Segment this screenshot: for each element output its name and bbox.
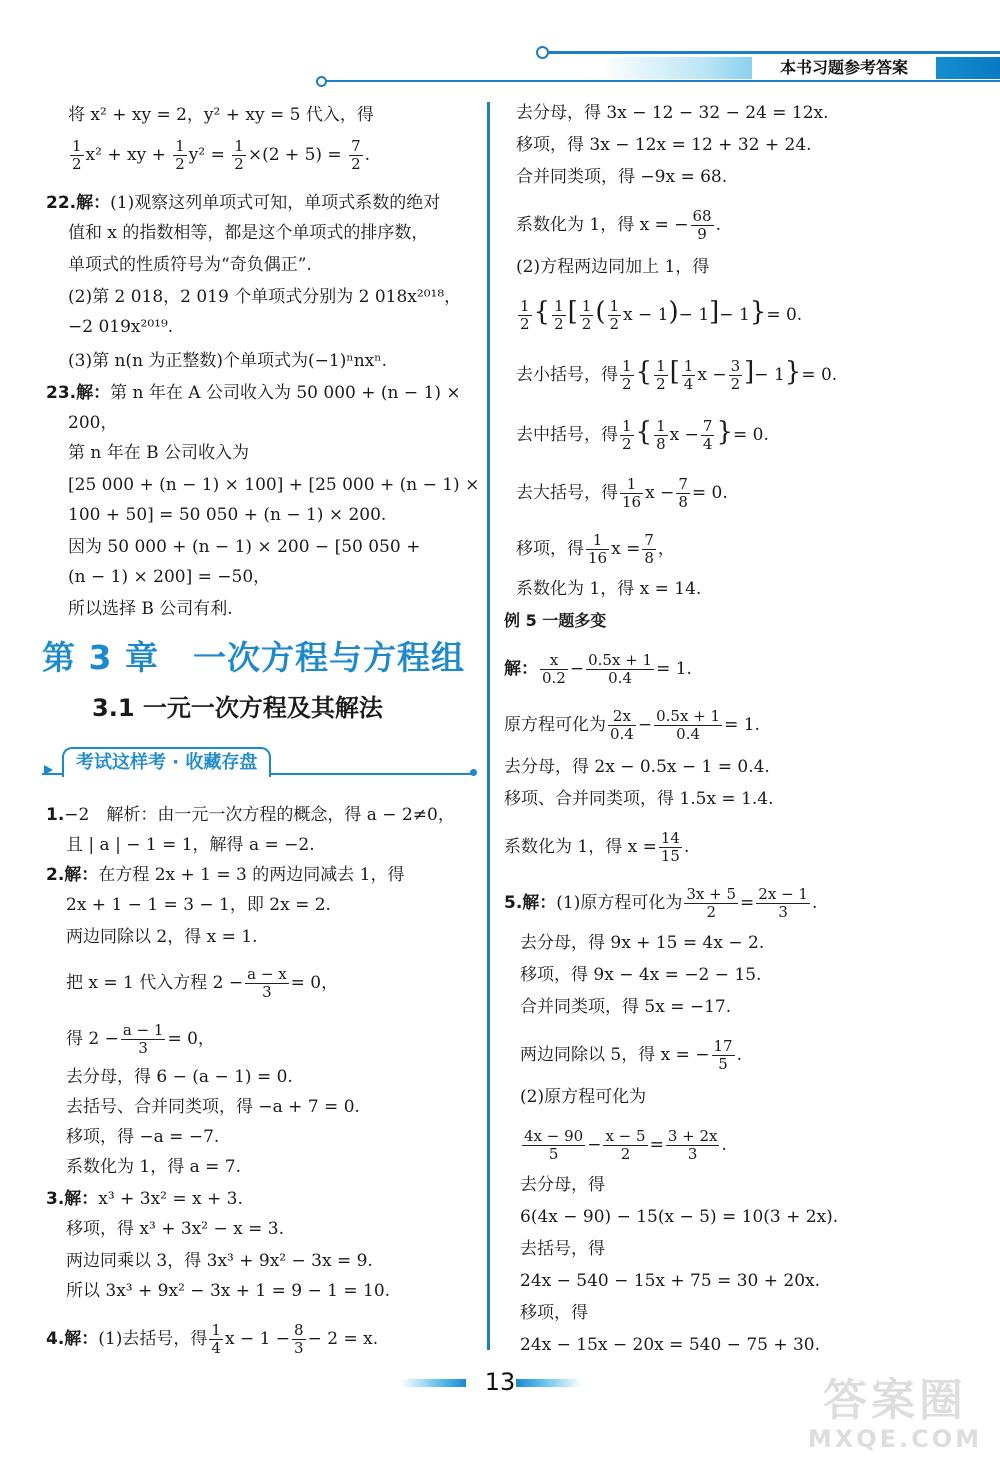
text-line: 24x − 15x − 20x = 540 − 75 + 30. [520,1335,821,1355]
header-rule-dot [536,46,549,59]
text-line: 合并同类项，得 −9x = 68. [516,167,728,187]
fraction: $\frac{1}{2}$ [581,297,592,333]
fraction: $\frac{68}{9}$ [692,207,712,243]
fraction: $\frac{a - x}{3}$ [247,965,287,1001]
text-line: 系数化为 1，得 x = 14. [516,579,702,599]
equation-line: 原方程可化为 $\frac{2x}{0.4}$ − $\frac{0.5x + 1}{0.4}$ = 1. [504,707,760,743]
fraction: $\frac{1}{4}$ [683,357,694,393]
text-line: 系数化为 1，得 a = 7. [66,1157,242,1177]
text-line: 且 | a | − 1 = 1，解得 a = −2. [66,835,315,855]
text-line: 所以选择 B 公司有利. [68,599,233,619]
equation-line: $\frac{4x - 90}{5}$ − $\frac{x - 5}{2}$ = $\frac{3 + 2x}{3}$ . [524,1127,727,1163]
column-divider [487,102,490,1350]
chapter-title: 第 3 章 一次方程与方程组 [42,638,465,677]
header-rule [540,51,1000,54]
question-number: 22.解： [46,193,111,213]
fraction: $\frac{1}{2}$ [622,357,632,393]
question-number: 1. [46,805,65,825]
text-line: 所以 3x³ + 9x² − 3x + 1 = 9 − 1 = 10. [66,1281,391,1301]
fraction: $\frac{1}{2}$ [609,297,620,333]
text-line: 移项，得 −a = −7. [66,1127,220,1147]
text-line: 200， [68,413,118,433]
question-number: 5.解： [504,893,557,913]
text-line: (n − 1) × 200] = −50， [68,567,271,587]
fraction: $\frac{1}{16}$ [622,475,642,511]
fraction: $\frac{0.5x + 1}{0.4}$ [656,707,721,743]
fraction: $\frac{1}{2}$ [175,137,185,173]
fraction: $\frac{1}{16}$ [588,531,608,567]
fraction: $\frac{1}{8}$ [656,417,666,453]
fraction: $\frac{7}{4}$ [702,417,713,453]
banner-arrow-icon [44,765,53,775]
text-line: 第 n 年在 B 公司收入为 [68,443,250,463]
header-underline-dot [316,76,327,87]
answer-5: 5.解：(1)原方程可化为 $\frac{3x + 5}{2}$ = $\frac{2x - 1}{3}$ . [504,885,818,921]
header-underline [320,80,1000,82]
page-number: 13 [484,1368,516,1396]
fraction: $\frac{8}{3}$ [294,1321,304,1357]
fraction: $\frac{1}{2}$ [656,357,666,393]
fraction: $\frac{1}{4}$ [211,1321,221,1357]
question-number: 2.解： [46,865,99,885]
equation-line: $\frac{1}{2}$ { $\frac{1}{2}$ [ $\frac{1}{2}$ ( $\frac{1}{2}$ x − 1)− 1]− 1}= 0. [520,297,803,333]
fraction: $\frac{7}{8}$ [644,531,654,567]
text-line: 24x − 540 − 15x + 75 = 30 + 20x. [520,1271,821,1291]
answer-2: 2.解：在方程 2x + 1 = 3 的两边同减去 1，得 [46,865,405,885]
text-line: [25 000 + (n − 1) × 100] + [25 000 + (n − 1) × [68,475,480,495]
page-number-bar-left [400,1379,466,1387]
fraction: $\frac{1}{2}$ [554,297,564,333]
text-line: 6(4x − 90) − 15(x − 5) = 10(3 + 2x). [520,1207,839,1227]
equation-line: 解： $\frac{x}{0.2}$ − $\frac{0.5x + 1}{0.4}$ = 1. [504,651,692,687]
text-line: 去括号、合并同类项，得 −a + 7 = 0. [66,1097,360,1117]
answer-23: 23.解：第 n 年在 A 公司收入为 50 000 + (n − 1) × [46,383,461,403]
text-line: 移项，得 9x − 4x = −2 − 15. [520,965,762,985]
text-line: 100 + 50] = 50 050 + (n − 1) × 200. [68,505,387,525]
text-line: 移项，得 x³ + 3x² − x = 3. [66,1219,284,1239]
fraction: $\frac{a - 1}{3}$ [122,1021,164,1057]
fraction: $\frac{3 + 2x}{3}$ [667,1127,718,1163]
text-line: (2)原方程可化为 [520,1087,647,1107]
fraction: $\frac{x}{0.2}$ [542,651,566,687]
fraction: $\frac{x - 5}{2}$ [605,1127,646,1163]
text-line: 合并同类项，得 5x = −17. [520,997,732,1017]
text-line: (2)方程两边同加上 1，得 [516,257,710,277]
text-line: 去括号，得 [520,1239,605,1259]
equation-line: 两边同除以 5，得 x = − $\frac{17}{5}$ . [520,1037,743,1073]
fraction: $\frac{1}{2}$ [72,137,82,173]
example-label: 例 5 一题多变 [504,611,607,630]
fraction: $\frac{2x}{0.4}$ [610,707,634,743]
text-line: 去分母，得 [520,1175,605,1195]
fraction: $\frac{7}{2}$ [351,137,361,173]
equation-line: 去大括号，得 $\frac{1}{16}$ x − $\frac{7}{8}$ = 0. [516,475,728,511]
equation-line: $\frac{1}{2}$ x² + xy + $\frac{1}{2}$ y² = $\frac{1}{2}$ ×(2 + 5) = $\frac{7}{2}$ . [72,137,371,173]
text-line: 值和 x 的指数相等，都是这个单项式的排序数， [68,223,429,243]
text-line: 去分母，得 6 − (a − 1) = 0. [66,1067,293,1087]
text-line: 移项、合并同类项，得 1.5x = 1.4. [504,789,774,809]
text-line: 移项，得 3x − 12x = 12 + 32 + 24. [516,135,812,155]
equation-line: 移项，得 $\frac{1}{16}$ x = $\frac{7}{8}$ ， [516,531,675,567]
text-line: 去分母，得 3x − 12 − 32 − 24 = 12x. [516,103,829,123]
question-number: 3.解： [46,1189,99,1209]
text-line: (2)第 2 018，2 019 个单项式分别为 2 018x²⁰¹⁸， [68,287,462,307]
fraction: $\frac{2x - 1}{3}$ [758,885,808,921]
equation-line: 系数化为 1，得 x = $\frac{14}{15}$ . [504,829,690,865]
header-title: 本书习题参考答案 [752,56,936,80]
text-line: 单项式的性质符号为“奇负偶正”. [68,255,312,275]
equation-line: 得 2 − $\frac{a - 1}{3}$ = 0， [66,1021,215,1057]
fraction: $\frac{14}{15}$ [660,829,680,865]
text-line: 2x + 1 − 1 = 3 − 1，即 2x = 2. [66,895,331,915]
fraction: $\frac{3}{2}$ [730,357,741,393]
question-number: 23.解： [46,383,111,403]
fraction: $\frac{7}{8}$ [678,475,688,511]
equation-line: 去中括号，得 $\frac{1}{2}$ { $\frac{1}{8}$ x − $\frac{7}{4}$ }= 0. [516,417,769,453]
answer-1: 1.−2 解析：由一元一次方程的概念，得 a − 2≠0， [46,805,455,825]
fraction: $\frac{4x - 90}{5}$ [524,1127,584,1163]
text-line: 因为 50 000 + (n − 1) × 200 − [50 050 + [68,537,421,557]
equation-line: 去小括号，得 $\frac{1}{2}$ { $\frac{1}{2}$ [ $\frac{1}{4}$ x − $\frac{3}{2}$ ]− 1}= 0. [516,357,838,393]
text-line: 两边同除以 2，得 x = 1. [66,927,258,947]
text-line: −2 019x²⁰¹⁹. [68,317,174,337]
text-line: (3)第 n(n 为正整数)个单项式为(−1)ⁿnxⁿ. [68,351,388,371]
answer-4: 4.解：(1)去括号，得 $\frac{1}{4}$ x − 1 − $\frac{8}{3}$ − 2 = x. [46,1321,379,1357]
fraction: $\frac{3x + 5}{2}$ [686,885,737,921]
fraction: $\frac{1}{2}$ [234,137,244,173]
text-line: 两边同乘以 3，得 3x³ + 9x² − 3x = 9. [66,1251,373,1271]
text-line: 去分母，得 2x − 0.5x − 1 = 0.4. [504,757,770,777]
fraction: $\frac{1}{2}$ [520,297,530,333]
fraction: $\frac{0.5x + 1}{0.4}$ [588,651,653,687]
equation-line: 把 x = 1 代入方程 2 − $\frac{a - x}{3}$ = 0， [66,965,339,1001]
text-line: 将 x² + xy = 2，y² + xy = 5 代入，得 [68,105,374,125]
text-line: 移项，得 [520,1303,588,1323]
answer-3: 3.解：x³ + 3x² = x + 3. [46,1189,243,1209]
answer-22: 22.解：(1)观察这列单项式可知，单项式系数的绝对 [46,193,441,213]
fraction: $\frac{1}{2}$ [622,417,632,453]
banner-dot [470,769,477,776]
question-number: 4.解： [46,1329,99,1349]
page-number-bar-right [516,1379,582,1387]
section-title: 3.1 一元一次方程及其解法 [92,694,383,722]
text-line: 去分母，得 9x + 15 = 4x − 2. [520,933,765,953]
watermark-logo: 答案圈 MXQE.COM [807,1375,983,1453]
fraction: $\frac{17}{5}$ [713,1037,733,1073]
equation-line: 系数化为 1，得 x = − $\frac{68}{9}$ . [516,207,722,243]
section-banner: 考试这样考 · 收藏存盘 [62,747,271,777]
